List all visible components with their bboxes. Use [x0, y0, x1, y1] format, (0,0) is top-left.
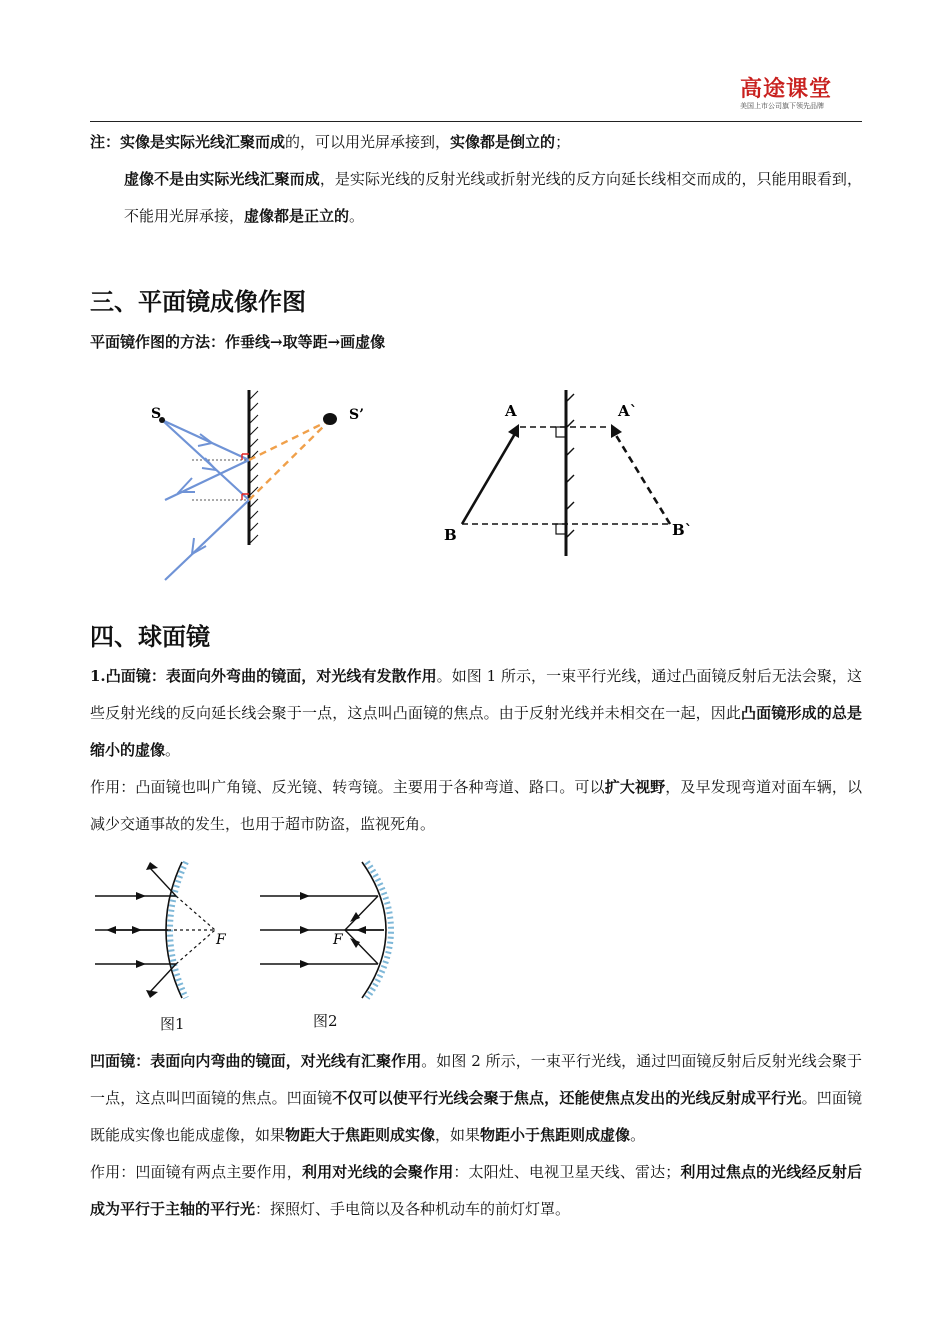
- label-s-prime: S’: [349, 407, 364, 423]
- concave-use-paragraph: 作用：凹面镜有两点主要作用，利用对光线的会聚作用：太阳灶、电视卫星天线、雷达；利用过焦点的光线经反射后成为平行于主轴的平行光：探照灯、手电筒以及各种机动车的前灯灯罩。: [90, 1163, 862, 1218]
- figure-1-caption: 图1: [160, 1015, 185, 1033]
- note-line-2: 虚像不是由实际光线汇聚而成，是实际光线的反射光线或折射光线的反方向延长线相交而成的，只能用眼看到，不能用光屏承接，虚像都是正立的。: [124, 170, 862, 225]
- label-a: A: [505, 402, 517, 420]
- figure-2-concave-mirror: [260, 862, 391, 998]
- fig1-focus-label: F: [216, 932, 226, 948]
- convex-paragraph: 1.凸面镜：表面向外弯曲的镜面，对光线有发散作用。如图 1 所示，一束平行光线，通过凸面镜反射后无法会聚，这些反射光线的反向延长线会聚于一点，这点叫凸面镜的焦点。由于反射光线并未相交在一起，因此凸面镜形成的总是缩小的虚像。: [90, 667, 862, 759]
- figure-2-caption: 图2: [313, 1012, 338, 1030]
- label-s: S: [151, 406, 162, 422]
- brand-logo: 高途课堂: [740, 77, 833, 102]
- figure-1-convex-mirror: [95, 862, 227, 998]
- label-b: B: [444, 526, 457, 544]
- label-b-prime: B`: [672, 521, 693, 539]
- note-label: 注：: [90, 133, 121, 151]
- convex-mirror-hatching: [170, 862, 186, 998]
- section-3-heading: 三、平面镜成像作图: [90, 288, 306, 316]
- fig2-focus-label: F: [333, 932, 343, 948]
- brand-subtitle: 美国上市公司旗下领先品牌: [740, 102, 824, 110]
- mirror-method: 平面镜作图的方法：作垂线→取等距→画虚像: [90, 333, 386, 351]
- convex-use-paragraph: 作用：凸面镜也叫广角镜、反光镜、转弯镜。主要用于各种弯道、路口。可以扩大视野，及早发现弯道对面车辆，以减少交通事故的发生，也用于超市防盗，监视死角。: [90, 778, 862, 833]
- label-a-prime: A`: [618, 402, 638, 420]
- concave-paragraph: 凹面镜：表面向内弯曲的镜面，对光线有汇聚作用。如图 2 所示，一束平行光线，通过凹面镜反射后反射光线会聚于一点，这点叫凹面镜的焦点。凹面镜不仅可以使平行光线会聚于焦点，还能使焦点发出的光线反射成平行光。凹面镜既能成实像也能成虚像，如果物距大于焦距则成实像，如果物距小于焦距则成虚像。: [90, 1052, 862, 1144]
- section-4-heading: 四、球面镜: [90, 623, 210, 651]
- note-line-1: 注：实像是实际光线汇聚而成的，可以用光屏承接到，实像都是倒立的；: [90, 133, 571, 151]
